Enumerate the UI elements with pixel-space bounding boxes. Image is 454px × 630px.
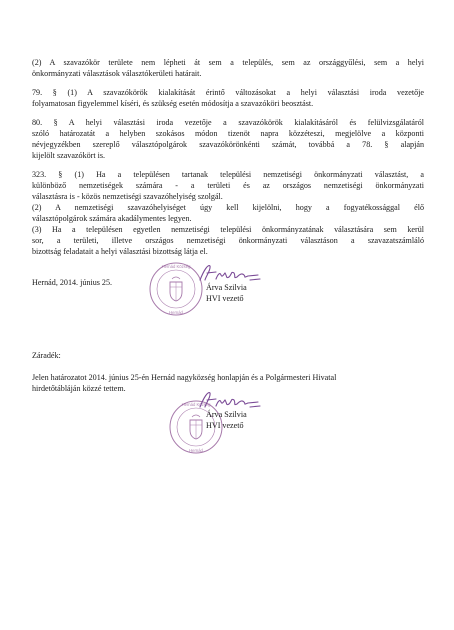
- signature-1-name: Árva Szilvia: [206, 283, 247, 292]
- paragraph-80-line-3: névjegyzékben szereplő választópolgárok szavazókörönkénti számát, továbbá a 78. § alapján: [32, 140, 424, 149]
- paragraph-80-line-4: kijelölt szavazókört is.: [32, 151, 106, 160]
- paragraph-323-line-5: választópolgárok számára akadálymentes legyen.: [32, 214, 192, 223]
- paragraph-323-line-3: választásra is - közös nemzetiségi szavazóhelyiség szolgál.: [32, 192, 223, 201]
- paragraph-2-line-1: (2) A szavazókör területe nem lépheti át sem a település, sem az országgyűlési, sem a helyi: [32, 58, 424, 67]
- handwritten-signature-1: [196, 262, 266, 284]
- stamp-bottom-text: Hernád: [169, 310, 183, 315]
- paragraph-323-line-2: különböző nemzetiségek számára - a területi és az országos nemzetiségi önkormányzati: [32, 181, 424, 190]
- stamp-2-top-text: Hernád Község: [181, 402, 211, 407]
- paragraph-323-line-1: 323. § (1) Ha a településen tartanak települési nemzetiségi önkormányzati választást, a: [32, 170, 424, 179]
- signature-1-title: HVI vezető: [206, 294, 244, 303]
- signature-2-title: HVI vezető: [206, 421, 244, 430]
- paragraph-323-line-4: (2) A nemzetiségi szavazóhelyiséget úgy kell kijelölni, hogy a fogyatékossággal élő: [32, 203, 424, 212]
- paragraph-323-line-6: (3) Ha a településen egyetlen nemzetiségi települési önkormányzatának választására sem kerül: [32, 225, 424, 234]
- clause-heading: Záradék:: [32, 351, 61, 360]
- paragraph-323-line-8: bizottság feladatait a helyi választási bizottság látja el.: [32, 247, 208, 256]
- clause-line-2: hirdetőtábláján közzé tettem.: [32, 384, 126, 393]
- clause-line-1: Jelen határozatot 2014. június 25-én Hernád nagyközség honlapján és a Polgármesteri Hivatal: [32, 373, 337, 382]
- signature-2-name: Árva Szilvia: [206, 410, 247, 419]
- paragraph-80-line-2: szóló határozatát a helyben szokásos módon tizenöt napra közzéteszi, megjelölve a központi: [32, 129, 424, 138]
- paragraph-79-line-1: 79. § (1) A szavazókörök kialakítását érintő változásokat a helyi választási iroda vezetője: [32, 88, 424, 97]
- paragraph-79-line-2: folyamatosan figyelemmel kíséri, és szükség esetén módosítja a szavazóköri beosztást.: [32, 99, 314, 108]
- handwritten-signature-2: [196, 389, 266, 411]
- stamp-2-bottom-text: Hernád: [189, 448, 203, 453]
- signature-date: Hernád, 2014. június 25.: [32, 278, 113, 287]
- paragraph-80-line-1: 80. § A helyi választási iroda vezetője a szavazókörök kialakításáról és felülvizsgálatáról: [32, 118, 424, 127]
- paragraph-2-line-2: önkormányzati választások választókerületi határait.: [32, 69, 202, 78]
- stamp-top-text: Hernád Község: [161, 264, 191, 269]
- paragraph-323-line-7: sor, a területi, illetve országos nemzetiségi önkormányzati választáson a szavazatszámláló: [32, 236, 424, 245]
